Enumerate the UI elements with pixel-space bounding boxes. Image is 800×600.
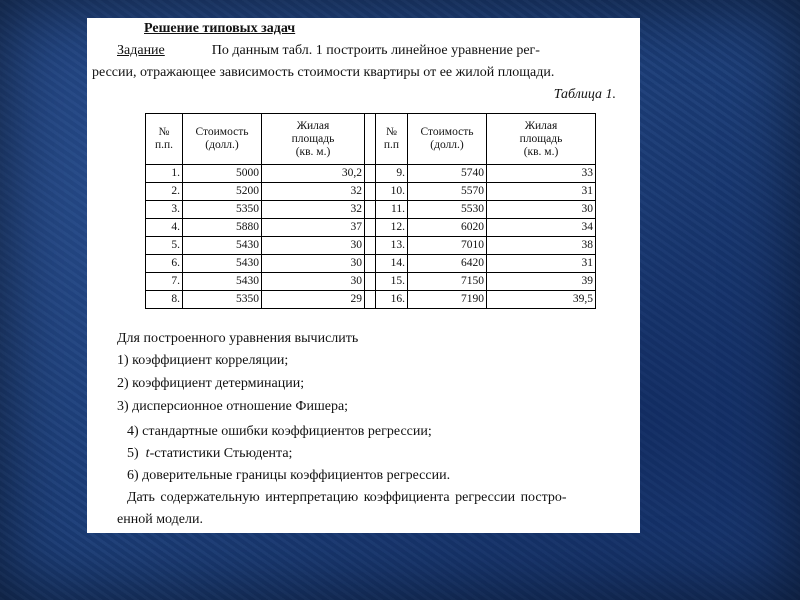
area-cell: 30 xyxy=(262,273,365,291)
row-number: 11. xyxy=(376,201,408,219)
table-gap xyxy=(365,165,376,183)
price-cell: 5350 xyxy=(183,201,262,219)
table-row xyxy=(146,165,596,183)
area-cell: 39,5 xyxy=(487,291,596,309)
table-row xyxy=(146,291,596,309)
row-number: 2. xyxy=(146,183,183,201)
page-title: Решение типовых задач xyxy=(144,21,296,36)
table-gap xyxy=(365,291,376,309)
table-header-row xyxy=(146,114,596,165)
area-cell: 34 xyxy=(487,219,596,237)
interpretation-line2: енной модели. xyxy=(117,512,203,527)
price-cell: 7010 xyxy=(408,237,487,255)
area-cell: 30,2 xyxy=(262,165,365,183)
area-cell: 30 xyxy=(262,237,365,255)
header-price: Стоимость (долл.) xyxy=(183,114,262,165)
document-page xyxy=(87,18,640,533)
price-cell: 5880 xyxy=(183,219,262,237)
row-number: 8. xyxy=(146,291,183,309)
area-cell: 30 xyxy=(262,255,365,273)
row-number: 3. xyxy=(146,201,183,219)
row-number: 7. xyxy=(146,273,183,291)
price-cell: 6020 xyxy=(408,219,487,237)
row-number: 1. xyxy=(146,165,183,183)
row-number: 15. xyxy=(376,273,408,291)
task-statement-line1 xyxy=(117,43,637,59)
row-number: 14. xyxy=(376,255,408,273)
area-cell: 37 xyxy=(262,219,365,237)
header-no-right: № п.п xyxy=(376,114,408,165)
area-cell: 33 xyxy=(487,165,596,183)
interpretation-line1: Дать содержательную интерпретацию коэффициента регрессии постро- xyxy=(127,490,567,505)
table-row xyxy=(146,255,596,273)
question-item-2: 2) коэффициент детерминации; xyxy=(117,376,305,391)
task-label: Задание xyxy=(117,43,165,58)
area-cell: 29 xyxy=(262,291,365,309)
row-number: 13. xyxy=(376,237,408,255)
table-gap xyxy=(365,219,376,237)
price-cell: 5350 xyxy=(183,291,262,309)
price-cell: 5740 xyxy=(408,165,487,183)
task-statement-line2: рессии, отражающее зависимость стоимости квартиры от ее жилой площади. xyxy=(92,65,555,80)
table-row xyxy=(146,219,596,237)
header-area: Жилая площадь (кв. м.) xyxy=(262,114,365,165)
task-text-1: По данным табл. 1 построить линейное уравнение рег- xyxy=(211,43,540,58)
row-number: 4. xyxy=(146,219,183,237)
price-cell: 7150 xyxy=(408,273,487,291)
area-cell: 32 xyxy=(262,201,365,219)
price-cell: 7190 xyxy=(408,291,487,309)
row-number: 10. xyxy=(376,183,408,201)
row-number: 5. xyxy=(146,237,183,255)
price-cell: 5000 xyxy=(183,165,262,183)
price-cell: 5430 xyxy=(183,255,262,273)
table-gap xyxy=(365,201,376,219)
table-gap xyxy=(365,255,376,273)
row-number: 12. xyxy=(376,219,408,237)
questions-intro: Для построенного уравнения вычислить xyxy=(117,331,359,346)
table-row xyxy=(146,183,596,201)
question-item-3: 3) дисперсионное отношение Фишера; xyxy=(117,399,349,414)
question-item-1: 1) коэффициент корреляции; xyxy=(117,353,289,368)
price-cell: 5430 xyxy=(183,273,262,291)
price-cell: 6420 xyxy=(408,255,487,273)
area-cell: 30 xyxy=(487,201,596,219)
area-cell: 38 xyxy=(487,237,596,255)
question-item-5: 5) t-статистики Стьюдента; xyxy=(127,446,293,461)
table-gap xyxy=(365,114,376,165)
price-cell: 5570 xyxy=(408,183,487,201)
area-cell: 31 xyxy=(487,255,596,273)
table-gap xyxy=(365,237,376,255)
question-item-6: 6) доверительные границы коэффициентов регрессии. xyxy=(127,468,451,483)
header-area-right: Жилая площадь (кв. м.) xyxy=(487,114,596,165)
table-row xyxy=(146,237,596,255)
data-table xyxy=(145,113,596,309)
table-row xyxy=(146,201,596,219)
area-cell: 39 xyxy=(487,273,596,291)
row-number: 6. xyxy=(146,255,183,273)
row-number: 9. xyxy=(376,165,408,183)
price-cell: 5430 xyxy=(183,237,262,255)
price-cell: 5200 xyxy=(183,183,262,201)
row-number: 16. xyxy=(376,291,408,309)
area-cell: 31 xyxy=(487,183,596,201)
area-cell: 32 xyxy=(262,183,365,201)
price-cell: 5530 xyxy=(408,201,487,219)
table-row xyxy=(146,273,596,291)
header-no: № п.п. xyxy=(146,114,183,165)
table-gap xyxy=(365,183,376,201)
table-gap xyxy=(365,273,376,291)
header-price-right: Стоимость (долл.) xyxy=(408,114,487,165)
table-caption: Таблица 1. xyxy=(553,87,616,102)
question-item-4: 4) стандартные ошибки коэффициентов регрессии; xyxy=(127,424,432,439)
